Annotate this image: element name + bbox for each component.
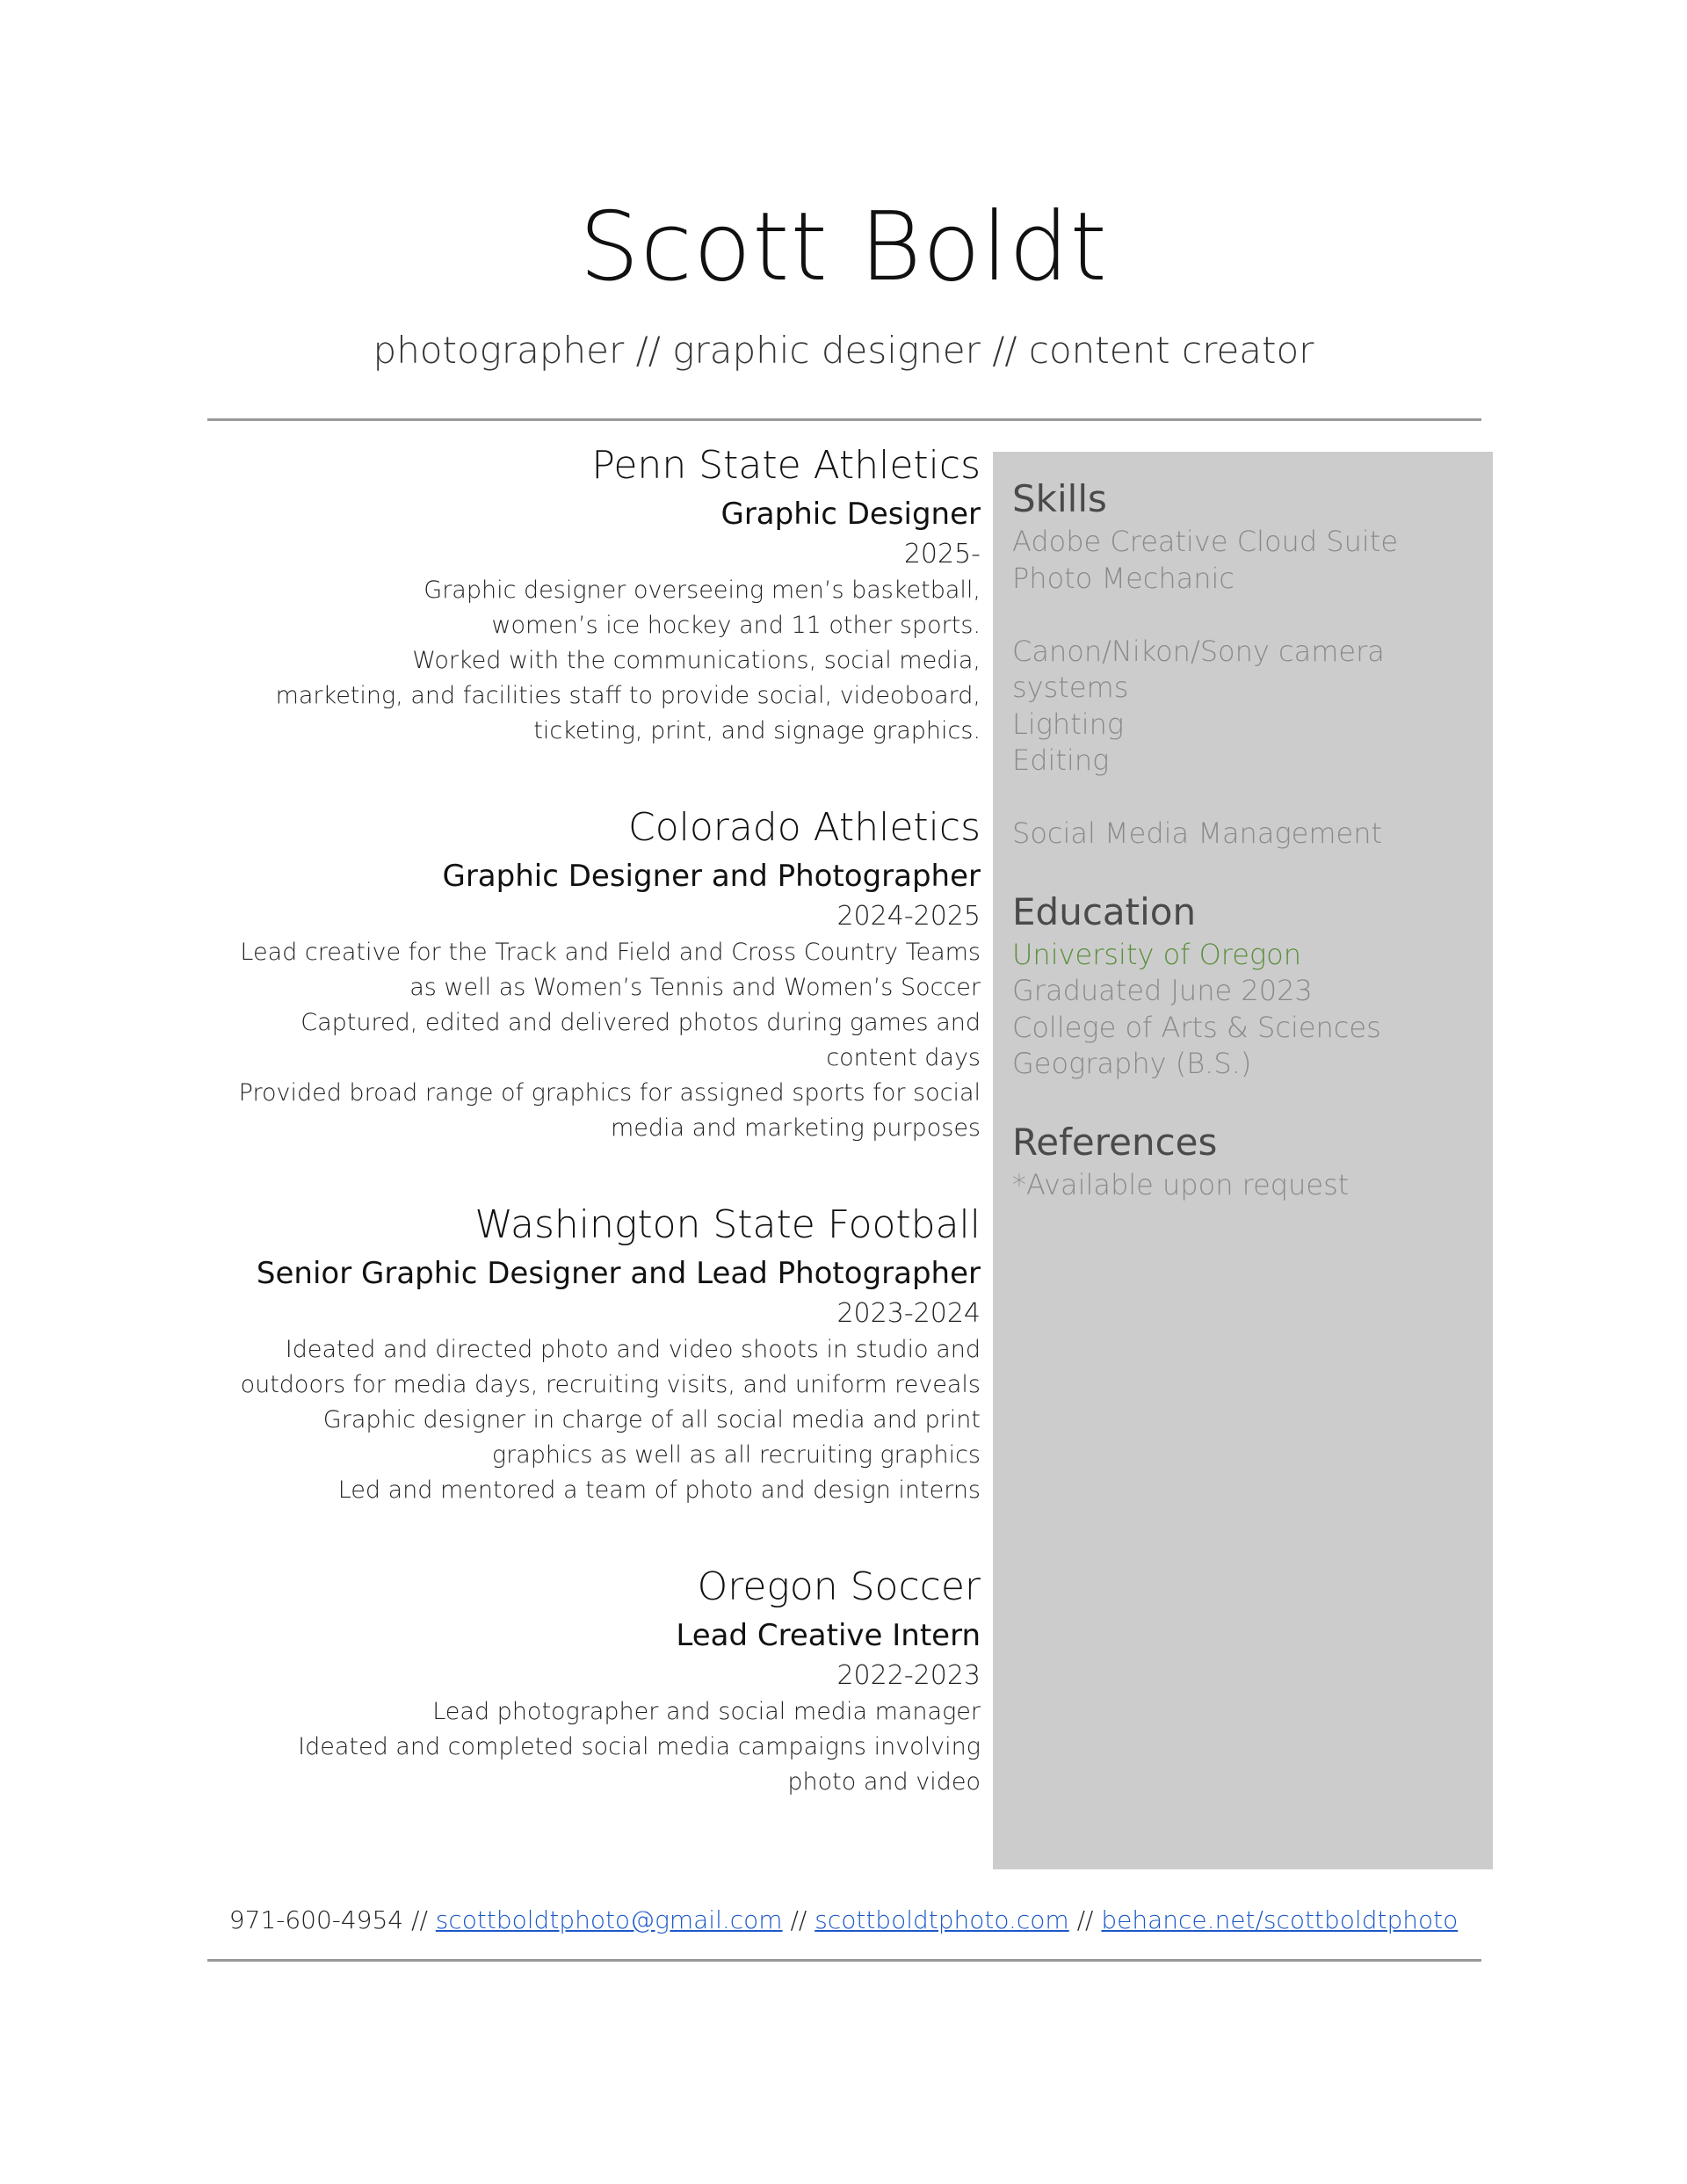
- job-description-line: content days: [826, 1044, 981, 1071]
- job-description-line: women’s ice hockey and 11 other sports.: [491, 612, 981, 639]
- job-description-line: graphics as well as all recruiting graphics: [491, 1441, 981, 1469]
- job-years: 2022-2023: [836, 1660, 981, 1691]
- job-description-line: Ideated and directed photo and video shoots in studio and: [285, 1336, 981, 1363]
- skill-spacer: [1012, 597, 1487, 634]
- education-item: Geography (B.S.): [1012, 1047, 1252, 1080]
- section-gap: [1012, 853, 1487, 888]
- job-description-line: media and marketing purposes: [610, 1114, 981, 1142]
- job-description-line: Lead photographer and social media manager: [432, 1698, 981, 1725]
- skill-item: systems: [1012, 671, 1129, 704]
- contact-separator: //: [782, 1905, 815, 1934]
- job-description-line: Graphic designer overseeing men’s basketball,: [424, 577, 981, 604]
- job-description-line: Ideated and completed social media campaigns involving: [298, 1733, 981, 1760]
- references-heading: References: [1012, 1120, 1218, 1164]
- job-organization: Colorado Athletics: [627, 805, 981, 850]
- job-description-line: Worked with the communications, social media,: [412, 647, 981, 674]
- skill-item: Lighting: [1012, 707, 1125, 741]
- job-description-line: outdoors for media days, recruiting visits, and uniform reveals: [240, 1371, 981, 1398]
- header-divider: [207, 418, 1481, 421]
- job-description-line: marketing, and facilities staff to provide social, videoboard,: [275, 682, 981, 709]
- skill-item: Social Media Management: [1012, 816, 1383, 850]
- education-item: College of Arts & Sciences: [1012, 1010, 1381, 1044]
- contact-website-link[interactable]: scottboldtphoto.com: [815, 1905, 1069, 1934]
- job-description-line: Graphic designer in charge of all social media and print: [322, 1406, 981, 1433]
- job-description-line: Led and mentored a team of photo and design interns: [337, 1477, 981, 1504]
- sidebar-panel: [993, 452, 1493, 1869]
- contact-separator: //: [403, 1905, 436, 1934]
- skill-item: Photo Mechanic: [1012, 561, 1234, 595]
- job-organization: Penn State Athletics: [591, 443, 981, 488]
- footer-divider: [207, 1959, 1481, 1962]
- contact-line: [0, 1903, 1687, 1938]
- contact-separator: //: [1068, 1905, 1102, 1934]
- skill-item: Adobe Creative Cloud Suite: [1012, 525, 1399, 558]
- contact-phone: 971-600-4954: [228, 1905, 404, 1934]
- job-description-line: Captured, edited and delivered photos during games and: [300, 1009, 981, 1036]
- job-title: Senior Graphic Designer and Lead Photographer: [256, 1256, 981, 1291]
- skill-item: Editing: [1012, 744, 1110, 777]
- education-school: University of Oregon: [1012, 937, 1301, 971]
- references-note: *Available upon request: [1012, 1167, 1350, 1201]
- education-item: Graduated June 2023: [1012, 974, 1313, 1007]
- education-heading: Education: [1012, 889, 1197, 933]
- section-gap: [1012, 1083, 1487, 1118]
- job-title: Graphic Designer and Photographer: [442, 859, 981, 894]
- job-description-line: ticketing, print, and signage graphics.: [533, 717, 981, 744]
- job-title: Graphic Designer: [720, 497, 981, 532]
- job-entry-washington-state: [207, 1199, 981, 1508]
- job-years: 2025-: [903, 539, 981, 570]
- job-organization: Oregon Soccer: [697, 1564, 981, 1609]
- tagline: photographer // graphic designer // content creator: [373, 329, 1314, 372]
- job-years: 2023-2024: [836, 1298, 981, 1329]
- job-organization: Washington State Football: [474, 1202, 981, 1247]
- sidebar-content: [1012, 475, 1487, 1203]
- candidate-name: Scott Boldt: [579, 192, 1108, 302]
- skill-spacer: [1012, 780, 1487, 816]
- experience-column: [207, 439, 981, 1853]
- contact-behance-link[interactable]: behance.net/scottboldtphoto: [1101, 1905, 1459, 1934]
- job-description-line: Lead creative for the Track and Field and Cross Country Teams: [240, 939, 981, 966]
- skill-item: Canon/Nikon/Sony camera: [1012, 634, 1385, 668]
- job-description-line: Provided broad range of graphics for assigned sports for social: [238, 1079, 981, 1107]
- job-entry-penn-state: [207, 439, 981, 749]
- job-entry-oregon-soccer: [207, 1561, 981, 1800]
- job-title: Lead Creative Intern: [676, 1618, 981, 1653]
- job-entry-colorado: [207, 802, 981, 1146]
- job-description-line: photo and video: [787, 1768, 981, 1796]
- job-description-line: as well as Women’s Tennis and Women’s Soccer: [409, 974, 981, 1001]
- job-years: 2024-2025: [836, 901, 981, 932]
- skills-heading: Skills: [1012, 477, 1107, 520]
- contact-email-link[interactable]: scottboldtphoto@gmail.com: [435, 1905, 783, 1934]
